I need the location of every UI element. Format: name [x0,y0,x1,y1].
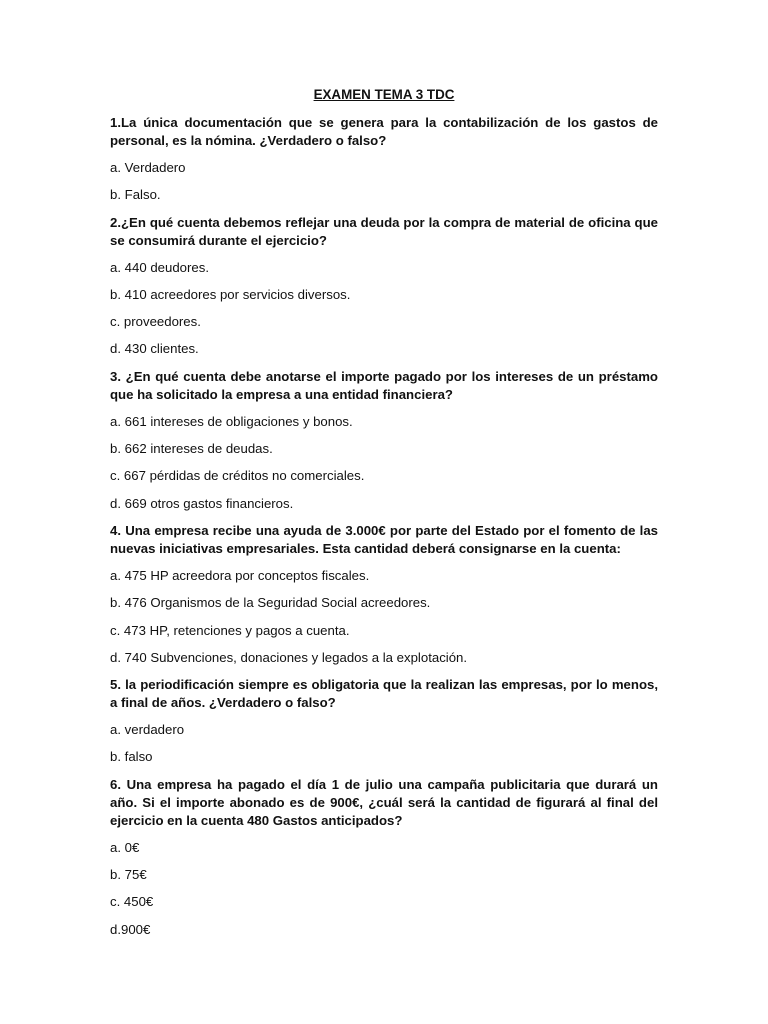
question-3-option-b: b. 662 intereses de deudas. [110,441,273,457]
question-3-text: 3. ¿En qué cuenta debe anotarse el importe pagado por los intereses de un préstamo que ha solicitado la empresa a una entidad financiera? [110,368,658,402]
question-6-text: 6. Una empresa ha pagado el día 1 de julio una campaña publicitaria que durará un año. Si el importe abonado es de 900€, ¿cuál será la cantidad de figurará al final del ejercicio en la cuenta 480 Gastos anticipados? [110,776,658,828]
question-1-option-a: a. Verdadero [110,160,186,175]
question-1-option-b: b. Falso. [110,187,161,203]
question-2-option-b: b. 410 acreedores por servicios diversos. [110,286,351,302]
question-4-option-d: d. 740 Subvenciones, donaciones y legados a la explotación. [110,649,468,665]
question-3-option-a: a. 661 intereses de obligaciones y bonos. [110,413,353,429]
question-6-option-d: d.900€ [110,921,151,937]
question-list [110,114,658,948]
question-2-option-d: d. 430 clientes. [110,341,199,357]
question-block-1 [110,114,658,204]
question-block-4 [110,522,658,667]
question-5-text: 5. la periodificación siempre es obligatoria que la realizan las empresas, por lo menos, a final de años. ¿Verdadero o falso? [110,677,658,711]
exam-title: EXAMEN TEMA 3 TDC [313,87,455,102]
question-3-option-c: c. 667 pérdidas de créditos no comerciales. [110,468,365,484]
question-6-option-b: b. 75€ [110,867,147,883]
question-1-text: 1.La única documentación que se genera para la contabilización de los gastos de personal, es la nómina. ¿Verdadero o falso? [110,115,658,148]
question-5-option-b: b. falso [110,749,153,765]
question-block-2 [110,214,658,359]
question-2-option-a: a. 440 deudores. [110,259,209,275]
question-5-option-a: a. verdadero [110,722,185,738]
question-2-text: 2.¿En qué cuenta debemos reflejar una deuda por la compra de material de oficina que se consumirá durante el ejercicio? [110,214,658,248]
question-3-option-d: d. 669 otros gastos financieros. [110,495,294,511]
question-6-option-a: a. 0€ [110,839,140,855]
question-4-text: 4. Una empresa recibe una ayuda de 3.000€ por parte del Estado por el fomento de las nuevas iniciativas empresariales. Esta cantidad deberá consignarse en la cuenta: [110,522,658,556]
question-2-option-c: c. proveedores. [110,314,201,330]
question-block-5 [110,676,658,766]
question-block-6 [110,776,658,939]
question-6-option-c: c. 450€ [110,894,154,910]
question-4-option-c: c. 473 HP, retenciones y pagos a cuenta. [110,622,350,638]
question-4-option-a: a. 475 HP acreedora por conceptos fiscales. [110,567,370,583]
question-4-option-b: b. 476 Organismos de la Seguridad Social acreedores. [110,595,431,611]
question-block-3 [110,368,658,513]
